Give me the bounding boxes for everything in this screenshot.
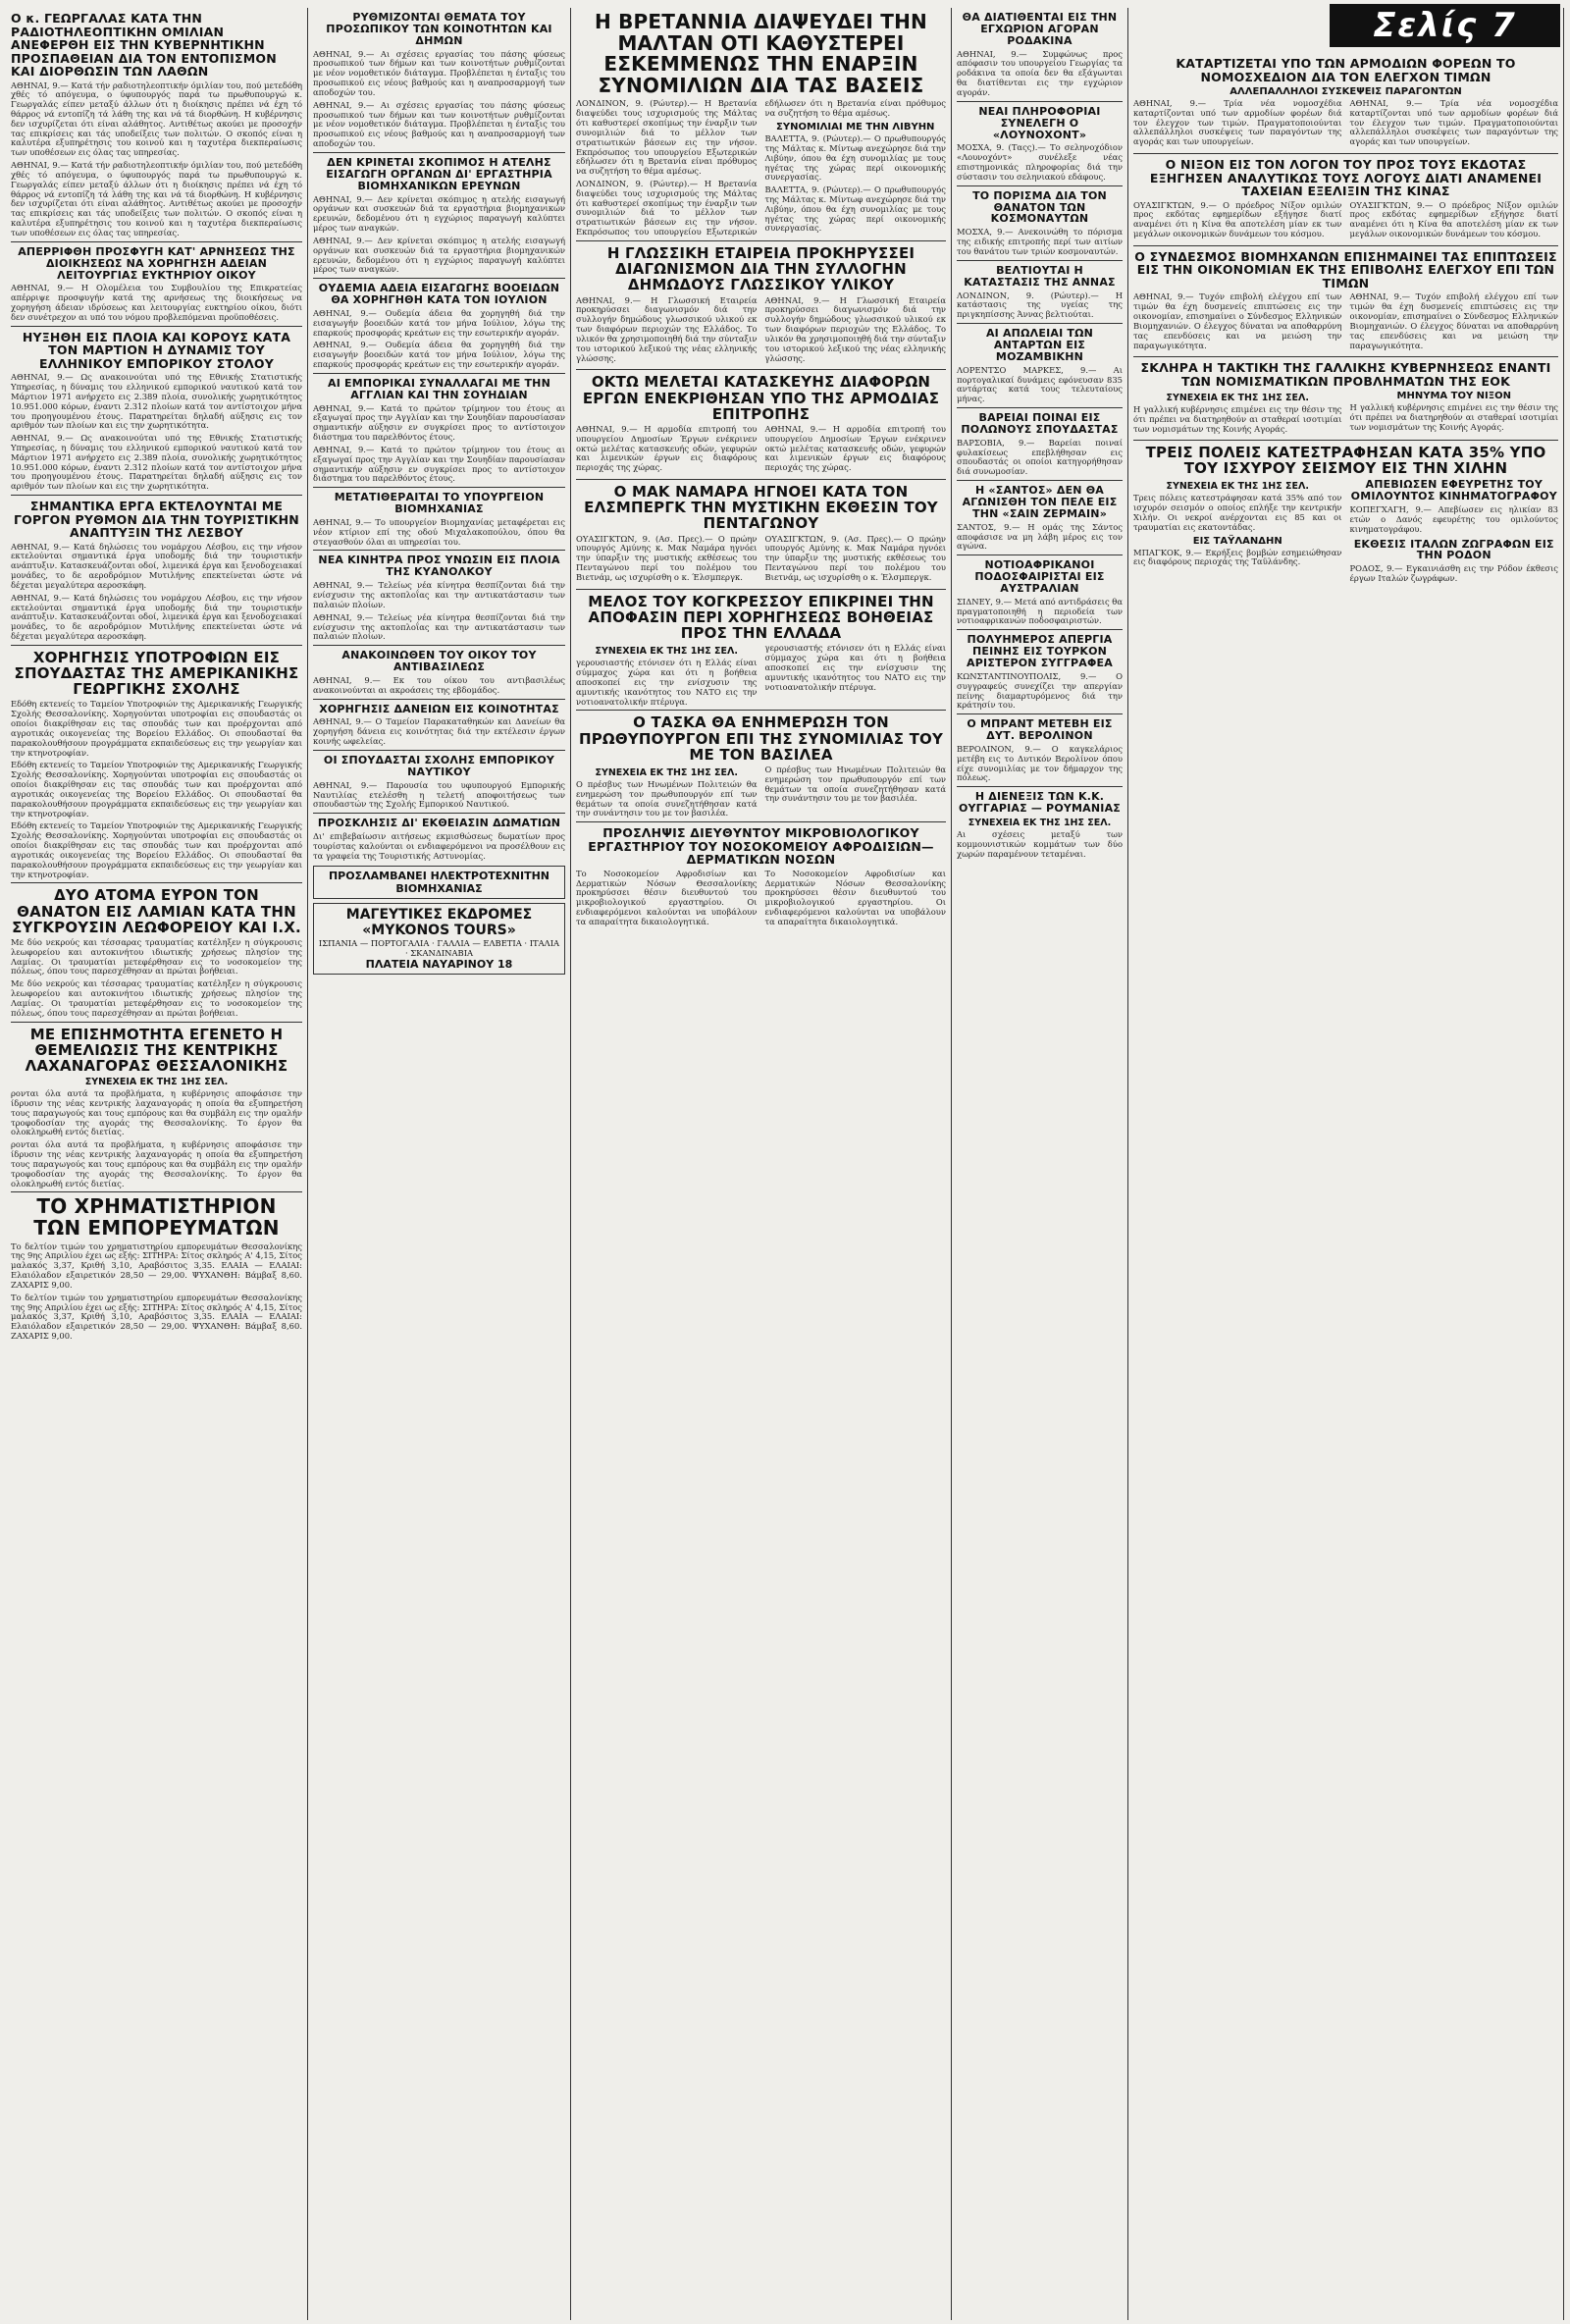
- advertisement-box: [313, 903, 565, 975]
- article-body: ΑΘΗΝΑΙ, 9.— Κατά τήν ραδιοτηλεοπτικήν όμιλίαν του, πού μετεδόθη χθές τό απόγευμα, ο ύφυπουργός παρά τω πρωθυπουργώ κ. Γεωργαλάς είπεν μεταξύ άλλων ότι η διοίκησις πρέπει νά έχη τό θάρρος νά εντοπίζη τά λάθη της και νά τά διορθώνη. Η κυβέρνησις δεν ισχυρίζεται ότι είναι αλάθητος. Αντιθέτως ακούει με προσοχήν τας επικρίσεις και τάς υποδείξεις των πολιτών. Ο σκοπός είναι η καλυτέρα εξυπηρέτησις του κοινού και η ταχυτέρα διεκπεραίωσις των υποθέσεων εις όλας τας υπηρεσίας.: [11, 160, 302, 238]
- article-body: ΑΘΗΝΑΙ, 9.— Τελείως νέα κίνητρα θεσπίζονται διά την ενίσχυσιν της ακτοπλοΐας και την αντικατάστασιν των παλαιών πλοίων.: [313, 580, 565, 609]
- article-body: ΚΩΝΣΤΑΝΤΙΝΟΥΠΟΛΙΣ, 9.— Ο συγγραφεύς συνεχίζει την απεργίαν πείνης διαμαρτυρόμενος διά την κράτησίν του.: [957, 670, 1123, 711]
- article-body: ΜΟΣΧΑ, 9. (Ταςς).— Το σεληνοχόδιον «Λουνοχόντ» συνέλεξε νέας επιστημονικάς πληροφορίας διά την σύστασιν του σεληνιακού εδάφους.: [957, 142, 1123, 182]
- article-body: ΑΘΗΝΑΙ, 9.— Παρουσία του υφυπουργού Εμπορικής Ναυτιλίας ετελέσθη η τελετή αποφοιτήσεως των σπουδαστών της Σχολής Εμπορικού Ναυτικού.: [313, 779, 565, 810]
- headline: ΧΟΡΗΓΗΣΙΣ ΔΑΝΕΙΩΝ ΕΙΣ ΚΟΙΝΟΤΗΤΑΣ: [319, 702, 559, 715]
- article-body: ΑΘΗΝΑΙ, 9.— Τυχόν επιβολή ελέγχου επί των τιμών θα έχη δυσμενείς επιπτώσεις εις την οικονομίαν, επισημαίνει ο Σύνδεσμος Ελληνικών Βιομηχανιών. Ο έλεγχος δύναται να αποθαρρύνη τας επενδύσεις και να μειώση την παραγωγικότητα.: [1133, 291, 1342, 350]
- article-body: ΒΑΛΕΤΤΑ, 9. (Ρώυτερ).— Ο πρωθυπουργός της Μάλτας κ. Μίντωφ ανεχώρησε διά την Λιβύην, όπου θα έχη συνομιλίας με τους ηγέτας της χώρας περί οικονομικής συνεργασίας.: [764, 133, 946, 183]
- continuation-label: ΣΥΝΕΧΕΙΑ ΕΚ ΤΗΣ 1ΗΣ ΣΕΛ.: [1166, 393, 1309, 404]
- article-body: ΟΥΑΣΙΓΚΤΩΝ, 9.— Ο πρόεδρος Νίξον ομιλών προς εκδότας εφημερίδων εξήγησε διατί αναμένει ότι η Κίνα θα αποτελέση μίαν εκ των μεγάλων οικονομικών δυνάμεων του κόσμου.: [1349, 199, 1558, 239]
- headline: ΝΟΤΙΟΑΦΡΙΚΑΝΟΙ ΠΟΔΟΣΦΑΙΡΙΣΤΑΙ ΕΙΣ ΑΥΣΤΡΑΛΙΑΝ: [974, 558, 1105, 595]
- article-body: ΑΘΗΝΑΙ, 9.— Η αρμοδία επιτροπή του υπουργείου Δημοσίων Έργων ενέκρινεν οκτώ μελέτας κατασκευής οδών, γεφυρών και λιμενικών έργων εις διαφόρους περιοχάς της χώρας.: [764, 423, 946, 473]
- subheading: ΜΗΝΥΜΑ ΤΟΥ ΝΙΞΟΝ: [1396, 391, 1511, 402]
- column-3: [571, 8, 952, 2320]
- article-body: ΑΘΗΝΑΙ, 9.— Κατά δηλώσεις του νομάρχου Λέσβου, εις την νήσον εκτελούνται σημαντικά έργα υποδομής διά την τουριστικήν ανάπτυξιν. Κατασκευάζονται οδοί, λιμενικά έργα και ξενοδοχειακαί μονάδες, το δε αεροδρόμιον Μυτιλήνης επεκτείνεται ώστε νά δέχεται μεγαλύτερα αεροσκάφη.: [11, 541, 302, 590]
- article-body: ΛΟΡΕΝΤΣΟ ΜΑΡΚΕΣ, 9.— Αι πορτογαλικαί δυνάμεις εφόνευσαν 835 αντάρτας κατά τους τελευταίους μήνας.: [957, 364, 1123, 404]
- article-body: Η γαλλική κυβέρνησις επιμένει εις την θέσιν της ότι πρέπει να διατηρηθούν αι σταθεραί ισοτιμίαι των νομισμάτων της Κοινής Αγοράς.: [1349, 402, 1558, 433]
- column-5: [1128, 8, 1564, 2320]
- headline: ΣΗΜΑΝΤΙΚΑ ΕΡΓΑ ΕΚΤΕΛΟΥΝΤΑΙ ΜΕ ΓΟΡΓΟΝ ΡΥΘΜΟΝ ΔΙΑ ΤΗΝ ΤΟΥΡΙΣΤΙΚΗΝ ΑΝΑΠΤΥΞΙΝ ΤΗΣ ΛΕΣΒΟΥ: [14, 499, 299, 541]
- continuation-label: ΣΥΝΕΧΕΙΑ ΕΚ ΤΗΣ 1ΗΣ ΣΕΛ.: [595, 646, 738, 658]
- headline: ΔΥΟ ΑΤΟΜΑ ΕΥΡΟΝ ΤΟΝ ΘΑΝΑΤΟΝ ΕΙΣ ΛΑΜΙΑΝ ΚΑΤΑ ΤΗΝ ΣΥΓΚΡΟΥΣΙΝ ΛΕΩΦΟΡΕΙΟΥ ΚΑΙ Ι.Χ.: [12, 886, 301, 936]
- headline: Ο ΤΑΣΚΑ ΘΑ ΕΝΗΜΕΡΩΣΗ ΤΟΝ ΠΡΩΘΥΠΟΥΡΓΟΝ ΕΠΙ ΤΗΣ ΣΥΝΟΜΙΛΙΑΣ ΤΟΥ ΜΕ ΤΟΝ ΒΑΣΙΛΕΑ: [578, 713, 944, 764]
- ad-title: ΠΡΟΣΛΑΜΒΑΝΕΙ ΗΛΕΚΤΡΟΤΕΧΝΙΤΗΝ: [328, 869, 550, 882]
- ad-subtitle: ΒΙΟΜΗΧΑΝΙΑΣ: [395, 881, 483, 895]
- headline: ΠΟΛΥΗΜΕΡΟΣ ΑΠΕΡΓΙΑ ΠΕΙΝΗΣ ΕΙΣ ΤΟΥΡΚΟΝ ΑΡΙΣΤΕΡΟΝ ΣΥΓΓΡΑΦΕΑ: [967, 633, 1113, 670]
- article-body: ΑΘΗΝΑΙ, 9.— Η αρμοδία επιτροπή του υπουργείου Δημοσίων Έργων ενέκρινεν οκτώ μελέτας κατασκευής οδών, γεφυρών και λιμενικών έργων εις διαφόρους περιοχάς της χώρας.: [576, 423, 758, 473]
- article-body: ΑΘΗΝΑΙ, 9.— Κατά δηλώσεις του νομάρχου Λέσβου, εις την νήσον εκτελούνται σημαντικά έργα υποδομής διά την τουριστικήν ανάπτυξιν. Κατασκευάζονται οδοί, λιμενικά έργα και ξενοδοχειακαί μονάδες, το δε αεροδρόμιον Μυτιλήνης επεκτείνεται ώστε νά δέχεται μεγαλύτερα αεροσκάφη.: [11, 592, 302, 642]
- headline: ΜΕΛΟΣ ΤΟΥ ΚΟΓΚΡΕΣΣΟΥ ΕΠΙΚΡΙΝΕΙ ΤΗΝ ΑΠΟΦΑΣΙΝ ΠΕΡΙ ΧΟΡΗΓΗΣΕΩΣ ΒΟΗΘΕΙΑΣ ΠΡΟΣ ΤΗΝ ΕΛΛΑΔΑ: [588, 592, 934, 643]
- headline: Η ΔΙΕΝΕΞΙΣ ΤΩΝ Κ.Κ. ΟΥΓΓΑΡΙΑΣ — ΡΟΥΜΑΝΙΑΣ: [958, 790, 1122, 816]
- article-body: ΑΘΗΝΑΙ, 9.— Η Γλωσσική Εταιρεία προκηρύσσει διαγωνισμόν διά την συλλογήν δημώδους γλωσσικού υλικού εκ των διαφόρων περιοχών της Ελλάδος. Το υλικόν θα χρησιμοποιηθή διά την σύνταξιν του ιστορικού λεξικού της νέας ελληνικής γλώσσης.: [764, 294, 946, 363]
- column-2: [308, 8, 571, 2320]
- article-body: ΑΘΗΝΑΙ, 9.— Αι σχέσεις εργασίας του πάσης φύσεως προσωπικού των δήμων και των κοινοτήτων ρυθμίζονται με νέον νομοθετικόν διάταγμα. Προβλέπεται η ένταξις του προσωπικού εις νέους βαθμούς και η αναπροσαρμογή των αποδοχών του.: [313, 48, 565, 97]
- headline: Η ΒΡΕΤΑΝΝΙΑ ΔΙΑΨΕΥΔΕΙ ΤΗΝ ΜΑΛΤΑΝ ΟΤΙ ΚΑΘΥΣΤΕΡΕΙ ΕΣΚΕΜΜΕΝΩΣ ΤΗΝ ΕΝΑΡΞΙΝ ΣΥΝΟΜΙΛΙΩΝ ΔΙΑ ΤΑΣ ΒΑΣΕΙΣ: [595, 10, 927, 97]
- article-body: ΒΑΡΣΟΒΙΑ, 9.— Βαρείαι ποιναί φυλακίσεως επεβλήθησαν εις σπουδαστάς οι οποίοι κατηγορήθησαν διά συνωμοσίαν.: [957, 437, 1123, 477]
- article-body: ΒΑΛΕΤΤΑ, 9. (Ρώυτερ).— Ο πρωθυπουργός της Μάλτας κ. Μίντωφ ανεχώρησε διά την Λιβύην, όπου θα έχη συνομιλίας με τους ηγέτας της χώρας περί οικονομικής συνεργασίας.: [764, 185, 946, 234]
- article-body: ΑΘΗΝΑΙ, 9.— Τρία νέα νομοσχέδια καταρτίζονται υπό των αρμοδίων φορέων διά τον έλεγχον των τιμών. Πραγματοποιούνται αλλεπάλληλοι συσκέψεις των παραγόντων της αγοράς και των υπουργείων.: [1133, 98, 1342, 147]
- article-body: ΑΘΗΝΑΙ, 9.— Δεν κρίνεται σκόπιμος η ατελής εισαγωγή οργάνων και συσκευών διά τα εργαστήρια βιομηχανικών ερευνών, δεδομένου ότι η εγχώριος παραγωγή καλύπτει μέρος των αναγκών.: [313, 193, 565, 234]
- article-body: ΟΥΑΣΙΓΚΤΩΝ, 9. (Ασ. Πρες).— Ο πρώην υπουργός Αμύνης κ. Μακ Ναμάρα ηγνόει την ύπαρξιν της μυστικής εκθέσεως του Πενταγώνου περί του πολέμου του Βιετνάμ, ως ισχυρίσθη ο κ. Έλσμπεργκ.: [764, 533, 946, 582]
- headline: Η «ΣΑΝΤΟΣ» ΔΕΝ ΘΑ ΑΓΩΝΙΣΘΗ ΤΟΝ ΠΕΛΕ ΕΙΣ ΤΗΝ «ΣΑΙΝ ΖΕΡΜΑΙΝ»: [962, 484, 1118, 520]
- article-body: ΑΘΗΝΑΙ, 9.— Ο Ταμείον Παρακαταθηκών και Δανείων θα χορηγήση δάνεια εις κοινότητας διά την εκτέλεσιν έργων κοινής ωφελείας.: [313, 716, 565, 747]
- article-body: Ο πρέσβυς των Ηνωμένων Πολιτειών θα ενημερώση τον πρωθυπουργόν επί των θεμάτων τα οποία συνεζητήθησαν κατά την συνάντησιν του με τον βασιλέα.: [576, 779, 758, 819]
- article-body: ΑΘΗΝΑΙ, 9.— Συμφώνως προς απόφασιν του υπουργείου Γεωργίας τα ροδάκινα τα οποία δεν θα εξάγωνται θα διατίθενται εις την εγχώριον αγοράν.: [957, 48, 1123, 97]
- article-body: ΑΘΗΝΑΙ, 9.— Τυχόν επιβολή ελέγχου επί των τιμών θα έχη δυσμενείς επιπτώσεις εις την οικονομίαν, επισημαίνει ο Σύνδεσμος Ελληνικών Βιομηχανιών. Ο έλεγχος δύναται να αποθαρρύνη τας επενδύσεις και να μειώση την παραγωγικότητα.: [1349, 291, 1558, 350]
- article-body: Ο πρέσβυς των Ηνωμένων Πολιτειών θα ενημερώση τον πρωθυπουργόν επί των θεμάτων τα οποία συνεζητήθησαν κατά την συνάντησιν του με τον βασιλέα.: [764, 765, 946, 804]
- article-body: ΟΥΑΣΙΓΚΤΩΝ, 9.— Ο πρόεδρος Νίξον ομιλών προς εκδότας εφημερίδων εξήγησε διατί αναμένει ότι η Κίνα θα αποτελέση μίαν εκ των μεγάλων οικονομικών δυνάμεων του κόσμου.: [1133, 199, 1342, 239]
- article-body: ΑΘΗΝΑΙ, 9.— Η Γλωσσική Εταιρεία προκηρύσσει διαγωνισμόν διά την συλλογήν δημώδους γλωσσικού υλικού εκ των διαφόρων περιοχών της Ελλάδος. Το υλικόν θα χρησιμοποιηθή διά την σύνταξιν του ιστορικού λεξικού της νέας ελληνικής γλώσσης.: [576, 294, 758, 363]
- headline: ΠΡΟΣΚΛΗΣΙΣ ΔΙ' ΕΚΘΕΙΑΣΙΝ ΔΩΜΑΤΙΩΝ: [317, 817, 561, 830]
- ad-title: ΜΑΓΕΥΤΙΚΕΣ ΕΚΔΡΟΜΕΣ: [345, 906, 533, 923]
- headline: ΕΚΘΕΣΙΣ ΙΤΑΛΩΝ ΖΩΓΡΑΦΩΝ ΕΙΣ ΤΗΝ ΡΟΔΟΝ: [1353, 537, 1554, 562]
- headline: ΤΡΕΙΣ ΠΟΛΕΙΣ ΚΑΤΕΣΤΡΑΦΗΣΑΝ ΚΑΤΑ 35% ΥΠΟ ΤΟΥ ΙΣΧΥΡΟΥ ΣΕΙΣΜΟΥ ΕΙΣ ΤΗΝ ΧΙΛΗΝ: [1145, 443, 1546, 478]
- article-body: ΜΟΣΧΑ, 9.— Ανεκοινώθη το πόρισμα της ειδικής επιτροπής περί των αιτίων του θανάτου των τριών κοσμοναυτών.: [957, 227, 1123, 256]
- article-body: Το Νοσοκομείον Αφροδισίων και Δερματικών Νόσων Θεσσαλονίκης προκηρύσσει θέσιν διευθυντού του μικροβιολογικού εργαστηρίου. Οι ενδιαφερόμενοι καλούνται να υποβάλουν τα απαραίτητα δικαιολογητικά.: [576, 868, 758, 926]
- continuation-label: ΣΥΝΕΧΕΙΑ ΕΚ ΤΗΣ 1ΗΣ ΣΕΛ.: [1166, 481, 1309, 493]
- headline: ΘΑ ΔΙΑΤΙΘΕΝΤΑΙ ΕΙΣ ΤΗΝ ΕΓΧΩΡΙΟΝ ΑΓΟΡΑΝ ΡΟΔΑΚΙΝΑ: [962, 11, 1118, 47]
- article-body: ΒΕΡΟΛΙΝΟΝ, 9.— Ο καγκελάριος μετέβη εις το Δυτικόν Βερολίνον όπου είχε συνομιλίας με τον δήμαρχον της πόλεως.: [957, 743, 1123, 783]
- article-body: Το δελτίον τιμών του χρηματιστηρίου εμπορευμάτων Θεσσαλονίκης της 9ης Απριλίου έχει ως εξής: ΣΙΤΗΡΑ: Σίτος σκληρός Α' 4,15, Σίτος μαλακός 3,37, Κριθή 3,10, Αραβόσιτος 3,35. ΕΛΑΙΑ — ΕΛΑΙΑΙ: Ελαιόλαδον εξαιρετικόν 28,50 — 29,00. ΨΥΧΑΝΘΗ: Βάμβαξ 8,60. ΖΑΧΑΡΙΣ 9,00.: [11, 1292, 302, 1342]
- headline: ΟΥΔΕΜΙΑ ΑΔΕΙΑ ΕΙΣΑΓΩΓΗΣ ΒΟΟΕΙΔΩΝ ΘΑ ΧΟΡΗΓΗΘΗ ΚΑΤΑ ΤΟΝ ΙΟΥΛΙΟΝ: [318, 282, 560, 307]
- article-body: Τρεις πόλεις κατεστράφησαν κατά 35% από τον ισχυρόν σεισμόν ο οποίος επλήξε την κεντρικήν Χιλήν. Οι νεκροί ανέρχονται εις 85 και οι τραυματίαι εις εκατοντάδας.: [1133, 493, 1342, 532]
- article-body: Εδόθη εκτενείς το Ταμείον Υποτροφιών της Αμερικανικής Γεωργικής Σχολής Θεσσαλονίκης. Χορηγούνται υποτροφίαι εις σπουδαστάς οι οποίοι διακρίθησαν εις τας σπουδάς των και προέρχονται από αγροτικάς οικογενείας της Βορείου Ελλάδος. Οι σπουδασταί θα παρακολουθήσουν προγράμματα εκπαιδεύσεως εις την γεωργίαν και την κτηνοτροφίαν.: [11, 699, 302, 758]
- headline: ΗΥΞΗΘΗ ΕΙΣ ΠΛΟΙΑ ΚΑΙ ΚΟΡΟΥΣ ΚΑΤΑ ΤΟΝ ΜΑΡΤΙΟΝ Η ΔΥΝΑΜΙΣ ΤΟΥ ΕΛΛΗΝΙΚΟΥ ΕΜΠΟΡΙΚΟΥ ΣΤΟΛΟΥ: [22, 329, 291, 371]
- article-body: ΑΘΗΝΑΙ, 9.— Κατά το πρώτον τρίμηνον του έτους αι εξαγωγαί προς την Αγγλίαν και την Σουηδίαν παρουσίασαν σημαντικήν αύξησιν εν συγκρίσει προς το αντίστοιχον διάστημα του παρελθόντος έτους.: [313, 402, 565, 443]
- subheading: ΣΥΝΟΜΙΛΙΑΙ ΜΕ ΤΗΝ ΛΙΒΥΗΝ: [776, 122, 935, 133]
- headline: ΑΝΑΚΟΙΝΩΘΕΝ ΤΟΥ ΟΙΚΟΥ ΤΟΥ ΑΝΤΙΒΑΣΙΛΕΩΣ: [341, 649, 537, 674]
- headline: Ο ΜΑΚ ΝΑΜΑΡΑ ΗΓΝΟΕΙ ΚΑΤΑ ΤΟΝ ΕΛΣΜΠΕΡΓΚ ΤΗΝ ΜΥΣΤΙΚΗΝ ΕΚΘΕΣΙΝ ΤΟΥ ΠΕΝΤΑΓΩΝΟΥ: [584, 483, 938, 533]
- article-body: ΑΘΗΝΑΙ, 9.— Το υπουργείον Βιομηχανίας μεταφέρεται εις νέον κτίριον επί της οδού Μιχαλακοπούλου, όπου θα στεγασθούν όλαι αι υπηρεσίαι του.: [313, 517, 565, 547]
- article-body: ΑΘΗΝΑΙ, 9.— Η Ολομέλεια του Συμβουλίου της Επικρατείας απέρριψε προσφυγήν κατά της αρνήσεως της διοικήσεως να χορηγήση άδειαν ιδρύσεως και λειτουργίας ευκτηρίου οίκου, διότι δεν συνέτρεχον αι υπό του νόμου προβλεπόμεναι προϋποθέσεις.: [11, 283, 302, 322]
- continuation-label: ΣΥΝΕΧΕΙΑ ΕΚ ΤΗΣ 1ΗΣ ΣΕΛ.: [595, 767, 738, 778]
- article-body: ΑΘΗΝΑΙ, 9.— Αι σχέσεις εργασίας του πάσης φύσεως προσωπικού των δήμων και των κοινοτήτων ρυθμίζονται με νέον νομοθετικόν διάταγμα. Προβλέπεται η ένταξις του προσωπικού εις νέους βαθμούς και η αναπροσαρμογή των αποδοχών του.: [313, 99, 565, 149]
- headline: ΡΥΘΜΙΖΟΝΤΑΙ ΘΕΜΑΤΑ ΤΟΥ ΠΡΟΣΩΠΙΚΟΥ ΤΩΝ ΚΟΙΝΟΤΗΤΩΝ ΚΑΙ ΔΗΜΩΝ: [326, 11, 552, 47]
- article-body: ΑΘΗΝΑΙ, 9.— Εκ του οίκου του αντιβασιλέως ανακοινούνται αι ακροάσεις της εβδομάδος.: [313, 674, 565, 695]
- article-body: γερουσιαστής ετόνισεν ότι η Ελλάς είναι σύμμαχος χώρα και ότι η βοήθεια αποσκοπεί εις την ενίσχυσιν της αμυντικής ικανότητος του ΝΑΤΟ εις την νοτιοανατολικήν πτέρυγα.: [764, 643, 946, 692]
- article-body: ΜΠΑΓΚΟΚ, 9.— Εκρήξεις βομβών εσημειώθησαν εις διαφόρους περιοχάς της Ταϋλάνδης.: [1133, 547, 1342, 567]
- ad-address: ΠΛΑΤΕΙΑ ΝΑΥΑΡΙΝΟΥ 18: [365, 957, 513, 971]
- article-body: Το δελτίον τιμών του χρηματιστηρίου εμπορευμάτων Θεσσαλονίκης της 9ης Απριλίου έχει ως εξής: ΣΙΤΗΡΑ: Σίτος σκληρός Α' 4,15, Σίτος μαλακός 3,37, Κριθή 3,10, Αραβόσιτος 3,35. ΕΛΑΙΑ — ΕΛΑΙΑΙ: Ελαιόλαδον εξαιρετικόν 28,50 — 29,00. ΨΥΧΑΝΘΗ: Βάμβαξ 8,60. ΖΑΧΑΡΙΣ 9,00.: [11, 1241, 302, 1290]
- headline: ΟΙ ΣΠΟΥΔΑΣΤΑΙ ΣΧΟΛΗΣ ΕΜΠΟΡΙΚΟΥ ΝΑΥΤΙΚΟΥ: [323, 753, 555, 778]
- page-number-masthead: Σελίς 7: [1330, 4, 1560, 47]
- headline: ΚΑΤΑΡΤΙΖΕΤΑΙ ΥΠΟ ΤΩΝ ΑΡΜΟΔΙΩΝ ΦΟΡΕΩΝ ΤΟ ΝΟΜΟΣΧΕΔΙΟΝ ΔΙΑ ΤΟΝ ΕΛΕΓΧΟΝ ΤΙΜΩΝ: [1176, 56, 1516, 84]
- article-body: ΑΘΗΝΑΙ, 9.— Δεν κρίνεται σκόπιμος η ατελής εισαγωγή οργάνων και συσκευών διά τα εργαστήρια βιομηχανικών ερευνών, δεδομένου ότι η εγχώριος παραγωγή καλύπτει μέρος των αναγκών.: [313, 235, 565, 275]
- article-body: ΡΟΔΟΣ, 9.— Εγκαινιάσθη εις την Ρόδον έκθεσις έργων Ιταλών ζωγράφων.: [1349, 563, 1558, 584]
- headline: ΒΑΡΕΙΑΙ ΠΟΙΝΑΙ ΕΙΣ ΠΟΛΩΝΟΥΣ ΣΠΟΥΔΑΣΤΑΣ: [961, 410, 1119, 436]
- article-body: Εδόθη εκτενείς το Ταμείον Υποτροφιών της Αμερικανικής Γεωργικής Σχολής Θεσσαλονίκης. Χορηγούνται υποτροφίαι εις σπουδαστάς οι οποίοι διακρίθησαν εις τας σπουδάς των και προέρχονται από αγροτικάς οικογενείας της Βορείου Ελλάδος. Οι σπουδασταί θα παρακολουθήσουν προγράμματα εκπαιδεύσεως εις την γεωργίαν και την κτηνοτροφίαν.: [11, 820, 302, 879]
- headline: ΑΠΕΡΡΙΦΘΗ ΠΡΟΣΦΥΓΗ ΚΑΤ' ΑΡΝΗΣΕΩΣ ΤΗΣ ΔΙΟΙΚΗΣΕΩΣ ΝΑ ΧΟΡΗΓΗΣΗ ΑΔΕΙΑΝ ΛΕΙΤΟΥΡΓΙΑΣ ΕΥΚΤΗΡΙΟΥ ΟΙΚΟΥ: [18, 244, 295, 282]
- headline: ΑΠΕΒΙΩΣΕΝ ΕΦΕΥΡΕΤΗΣ ΤΟΥ ΟΜΙΛΟΥΝΤΟΣ ΚΙΝΗΜΑΤΟΓΡΑΦΟΥ: [1350, 478, 1557, 503]
- headline: ΝΕΑΙ ΠΛΗΡΟΦΟΡΙΑΙ ΣΥΝΕΛΕΓΗ Ο «ΛΟΥΝΟΧΟΝΤ»: [978, 104, 1101, 141]
- headline: Η ΓΛΩΣΣΙΚΗ ΕΤΑΙΡΕΙΑ ΠΡΟΚΗΡΥΣΣΕΙ ΔΙΑΓΩΝΙΣΜΟΝ ΔΙΑ ΤΗΝ ΣΥΛΛΟΓΗΝ ΔΗΜΩΔΟΥΣ ΓΛΩΣΣΙΚΟΥ ΥΛΙΚΟΥ: [606, 243, 916, 294]
- headline: ΜΕΤΑΤΙΘΕΡΑΙΤΑΙ ΤΟ ΥΠΟΥΡΓΕΙΟΝ ΒΙΟΜΗΧΑΝΙΑΣ: [334, 491, 545, 516]
- article-body: ΚΟΠΕΓΧΑΓΗ, 9.— Απεβίωσεν εις ηλικίαν 83 ετών ο Δανός εφευρέτης του ομιλούντος κινηματογράφου.: [1349, 504, 1558, 534]
- article-body: ΟΥΑΣΙΓΚΤΩΝ, 9. (Ασ. Πρες).— Ο πρώην υπουργός Αμύνης κ. Μακ Ναμάρα ηγνόει την ύπαρξιν της μυστικής εκθέσεως του Πενταγώνου περί του πολέμου του Βιετνάμ, ως ισχυρίσθη ο κ. Έλσμπεργκ.: [576, 533, 758, 582]
- article-body: ρονται όλα αυτά τα προβλήματα, η κυβέρνησις αποφάσισε την ίδρυσιν της νέας κεντρικής λαχαναγοράς η οποία θα εξυπηρετήση τους παραγωγούς και τους εμπόρους και θα συμβάλη εις την ομαλήν τροφοδοσίαν της αγοράς της Θεσσαλονίκης. Το έργον θα ολοκληρωθή εντός διετίας.: [11, 1088, 302, 1137]
- headline: ΔΕΝ ΚΡΙΝΕΤΑΙ ΣΚΟΠΙΜΟΣ Η ΑΤΕΛΗΣ ΕΙΣΑΓΩΓΗ ΟΡΓΑΝΩΝ ΔΙ' ΕΡΓΑΣΤΗΡΙΑ ΒΙΟΜΗΧΑΝΙΚΩΝ ΕΡΕΥΝΩΝ: [326, 155, 552, 192]
- article-body: ΑΘΗΝΑΙ, 9.— Τρία νέα νομοσχέδια καταρτίζονται υπό των αρμοδίων φορέων διά τον έλεγχον των τιμών. Πραγματοποιούνται αλλεπάλληλοι συσκέψεις των παραγόντων της αγοράς και των υπουργείων.: [1349, 98, 1558, 147]
- article-body: ΑΘΗΝΑΙ, 9.— Κατά το πρώτον τρίμηνον του έτους αι εξαγωγαί προς την Αγγλίαν και την Σουηδίαν παρουσίασαν σημαντικήν αύξησιν εν συγκρίσει προς το αντίστοιχον διάστημα του παρελθόντος έτους.: [313, 444, 565, 484]
- article-body: Με δύο νεκρούς και τέσσαρας τραυματίας κατέληξεν η σύγκρουσις λεωφορείου και αυτοκινήτου ιδιωτικής χρήσεως πλησίον της Λαμίας. Οι τραυματίαι μετεφέρθησαν εις το νοσοκομείον της πόλεως, όπου τους παρεσχέθησαν αι πρώται βοήθειαι.: [11, 936, 302, 977]
- article-body: Εδόθη εκτενείς το Ταμείον Υποτροφιών της Αμερικανικής Γεωργικής Σχολής Θεσσαλονίκης. Χορηγούνται υποτροφίαι εις σπουδαστάς οι οποίοι διακρίθησαν εις τας σπουδάς των και προέρχονται από αγροτικάς οικογενείας της Βορείου Ελλάδος. Οι σπουδασταί θα παρακολουθήσουν προγράμματα εκπαιδεύσεως εις την γεωργίαν και την κτηνοτροφίαν.: [11, 760, 302, 819]
- headline: ΤΟ ΧΡΗΜΑΤΙΣΤΗΡΙΟΝ ΤΩΝ ΕΜΠΟΡΕΥΜΑΤΩΝ: [33, 1194, 280, 1240]
- headline: ΣΚΛΗΡΑ Η ΤΑΚΤΙΚΗ ΤΗΣ ΓΑΛΛΙΚΗΣ ΚΥΒΕΡΝΗΣΕΩΣ ΕΝΑΝΤΙ ΤΩΝ ΝΟΜΙΣΜΑΤΙΚΩΝ ΠΡΟΒΛΗΜΑΤΩΝ ΤΗΣ ΕΟΚ: [1140, 360, 1551, 389]
- article-body: Αι σχέσεις μεταξύ των κομμουνιστικών κομμάτων των δύο χωρών παραμένουν τεταμέναι.: [957, 829, 1123, 859]
- article-body: ΛΟΝΔΙΝΟΝ, 9. (Ρώυτερ).— Η κατάστασις της υγείας της πριγκηπίσσης Άννας βελτιούται.: [957, 290, 1123, 320]
- article-body: Το Νοσοκομείον Αφροδισίων και Δερματικών Νόσων Θεσσαλονίκης προκηρύσσει θέσιν διευθυντού του μικροβιολογικού εργαστηρίου. Οι ενδιαφερόμενοι καλούνται να υποβάλουν τα απαραίτητα δικαιολογητικά.: [764, 868, 946, 926]
- ad-destinations: ΙΣΠΑΝΙΑ — ΠΟΡΤΟΓΑΛΙΑ · ΓΑΛΛΙΑ — ΕΛΒΕΤΙΑ · ΙΤΑΛΙΑ · ΣΚΑΝΔΙΝΑΒΙΑ: [318, 937, 560, 958]
- continuation-label: ΣΥΝΕΧΕΙΑ ΕΚ ΤΗΣ 1ΗΣ ΣΕΛ.: [84, 1077, 229, 1088]
- article-body: Δι' επιβεβαίωσιν αιτήσεως εκμισθώσεως δωματίων προς τουρίστας καλούνται οι ενδιαφερόμενοι να προσέλθουν εις τα γραφεία της Τουριστικής Αστυνομίας.: [313, 831, 565, 861]
- headline: ΑΙ ΑΠΩΛΕΙΑΙ ΤΩΝ ΑΝΤΑΡΤΩΝ ΕΙΣ ΜΟΖΑΜΒΙΚΗΝ: [985, 327, 1094, 363]
- article-body: γερουσιαστής ετόνισεν ότι η Ελλάς είναι σύμμαχος χώρα και ότι η βοήθεια αποσκοπεί εις την ενίσχυσιν της αμυντικής ικανότητος του ΝΑΤΟ εις την νοτιοανατολικήν πτέρυγα.: [576, 658, 758, 707]
- headline: Ο ΝΙΞΟΝ ΕΙΣ ΤΟΝ ΛΟΓΟΝ ΤΟΥ ΠΡΟΣ ΤΟΥΣ ΕΚΔΟΤΑΣ ΕΞΗΓΗΣΕΝ ΑΝΑΛΥΤΙΚΩΣ ΤΟΥΣ ΛΟΓΟΥΣ ΔΙΑΤΙ ΑΝΑΜΕΝΕΙ ΤΑΧΕΙΑΝ ΕΞΕΛΙΞΙΝ ΤΗΣ ΚΙΝΑΣ: [1149, 157, 1543, 199]
- article-body: ΑΘΗΝΑΙ, 9.— Ως ανακοινούται υπό της Εθνικής Στατιστικής Υπηρεσίας, η δύναμις του ελληνικού εμπορικού ναυτικού κατά τον Μάρτιον 1971 ανήρχετο εις 2.389 πλοία, συνολικής χωρητικότητος 10.951.000 κόρων, έναντι 2.312 πλοίων κατά τον αντίστοιχον μήνα του προηγουμένου έτους. Παρατηρείται δηλαδή αύξησις εις τον αριθμόν των πλοίων και εις την χωρητικότητα.: [11, 433, 302, 492]
- ad-brand: «MYKONOS TOURS»: [362, 922, 516, 938]
- headline: ΒΕΛΤΙΟΥΤΑΙ Η ΚΑΤΑΣΤΑΣΙΣ ΤΗΣ ΑΝΝΑΣ: [964, 263, 1116, 289]
- headline: ΟΚΤΩ ΜΕΛΕΤΑΙ ΚΑΤΑΣΚΕΥΗΣ ΔΙΑΦΟΡΩΝ ΕΡΓΩΝ ΕΝΕΚΡΙΘΗΣΑΝ ΥΠΟ ΤΗΣ ΑΡΜΟΔΙΑΣ ΕΠΙΤΡΟΠΗΣ: [582, 373, 940, 423]
- column-1: [6, 8, 308, 2320]
- column-4: [952, 8, 1128, 2320]
- article-body: ΣΙΔΝΕΥ, 9.— Μετά από αντιδράσεις θα πραγματοποιηθή η περιοδεία των νοτιοαφρικανών ποδοσφαιριστών.: [957, 596, 1124, 626]
- article-body: ΑΘΗΝΑΙ, 9.— Ουδεμία άδεια θα χορηγηθή διά την εισαγωγήν βοοειδών κατά τον μήνα Ιούλιον, λόγω της επαρκούς προσφοράς κρεάτων εις την εσωτερικήν αγοράν.: [313, 307, 565, 338]
- article-body: ΛΟΝΔΙΝΟΝ, 9. (Ρώυτερ).— Η Βρετανία διαψεύδει τους ισχυρισμούς της Μάλτας ότι καθυστερεί σκοπίμως την έναρξιν των συνομιλιών διά το μέλλον των στρατιωτικών βάσεων εις την νήσον. Εκπρόσωπος του υπουργείου Εξωτερικών εδήλωσεν ότι η Βρετανία είναι πρόθυμος να συζητήση το θέμα αμέσως.: [576, 98, 758, 177]
- headline: ΝΕΑ ΚΙΝΗΤΡΑ ΠΡΟΣ ΥΝΩΣΙΝ ΕΙΣ ΠΛΟΙΑ ΤΗΣ ΚΥΑΝΟΛΚΟΥ: [318, 554, 560, 579]
- article-body: Η γαλλική κυβέρνησις επιμένει εις την θέσιν της ότι πρέπει να διατηρηθούν αι σταθεραί ισοτιμίαι των νομισμάτων της Κοινής Αγοράς.: [1133, 404, 1342, 435]
- headline: Ο κ. ΓΕΩΡΓΑΛΑΣ ΚΑΤΑ ΤΗΝ ΡΑΔΙΟΤΗΛΕΟΠΤΙΚΗΝ ΟΜΙΛΙΑΝ ΑΝΕΦΕΡΘΗ ΕΙΣ ΤΗΝ ΚΥΒΕΡΝΗΤΙΚΗΝ ΠΡΟΣΠΑΘΕΙΑΝ ΔΙΑ ΤΟΝ ΕΝΤΟΠΙΣΜΟΝ ΚΑΙ ΔΙΟΡΘΩΣΙΝ ΤΩΝ ΛΑΘΩΝ: [11, 11, 277, 79]
- headline: Ο ΣΥΝΔΕΣΜΟΣ ΒΙΟΜΗΧΑΝΩΝ ΕΠΙΣΗΜΑΙΝΕΙ ΤΑΣ ΕΠΙΠΤΩΣΕΙΣ ΕΙΣ ΤΗΝ ΟΙΚΟΝΟΜΙΑΝ ΕΚ ΤΗΣ ΕΠΙΒΟΛΗΣ ΕΛΕΓΧΟΥ ΕΠΙ ΤΩΝ ΤΙΜΩΝ: [1134, 248, 1557, 290]
- headline: ΠΡΟΣΛΗΨΙΣ ΔΙΕΥΘΥΝΤΟΥ ΜΙΚΡΟΒΙΟΛΟΓΙΚΟΥ ΕΡΓΑΣΤΗΡΙΟΥ ΤΟΥ ΝΟΣΟΚΟΜΕΙΟΥ ΑΦΡΟΔΙΣΙΩΝ—ΔΕΡΜΑΤΙΚΩΝ ΝΟΣΩΝ: [588, 825, 934, 868]
- subheading: ΑΛΛΕΠΑΛΛΗΛΟΙ ΣΥΣΚΕΨΕΙΣ ΠΑΡΑΓΟΝΤΩΝ: [1230, 86, 1462, 97]
- subheading: ΕΙΣ ΤΑΫΛΑΝΔΗΝ: [1192, 535, 1282, 547]
- advertisement-box: [313, 866, 565, 899]
- article-body: ΛΟΝΔΙΝΟΝ, 9. (Ρώυτερ).— Η Βρετανία διαψεύδει τους ισχυρισμούς της Μάλτας ότι καθυστερεί σκοπίμως την έναρξιν των συνομιλιών διά το μέλλον των στρατιωτικών βάσεων εις την νήσον. Εκπρόσωπος του υπουργείου Εξωτερικών εδήλωσεν ότι η Βρετανία είναι πρόθυμος να συζητήση το θέμα αμέσως.: [576, 98, 946, 238]
- article-body: ΑΘΗΝΑΙ, 9.— Ως ανακοινούται υπό της Εθνικής Στατιστικής Υπηρεσίας, η δύναμις του ελληνικού εμπορικού ναυτικού κατά τον Μάρτιον 1971 ανήρχετο εις 2.389 πλοία, συνολικής χωρητικότητος 10.951.000 κόρων, έναντι 2.312 πλοίων κατά τον αντίστοιχον μήνα του προηγουμένου έτους. Παρατηρείται δηλαδή αύξησις εις τον αριθμόν των πλοίων και εις την χωρητικότητα.: [11, 372, 302, 431]
- continuation-label: ΣΥΝΕΧΕΙΑ ΕΚ ΤΗΣ 1ΗΣ ΣΕΛ.: [968, 818, 1112, 829]
- article-body: ΑΘΗΝΑΙ, 9.— Κατά τήν ραδιοτηλεοπτικήν όμιλίαν του, πού μετεδόθη χθές τό απόγευμα, ο ύφυπουργός παρά τω πρωθυπουργώ κ. Γεωργαλάς είπεν μεταξύ άλλων ότι η διοίκησις πρέπει νά έχη τό θάρρος νά εντοπίζη τά λάθη της και νά τά διορθώνη. Η κυβέρνησις δεν ισχυρίζεται ότι είναι αλάθητος. Αντιθέτως ακούει με προσοχήν τας επικρίσεις και τάς υποδείξεις των πολιτών. Ο σκοπός είναι η καλυτέρα εξυπηρέτησις του κοινού και η ταχυτέρα διεκπεραίωσις των υποθέσεων εις όλας τας υπηρεσίας.: [11, 79, 302, 158]
- article-body: ΣΑΝΤΟΣ, 9.— Η ομάς της Σάντος αποφάσισε να μη λάβη μέρος εις τον αγώνα.: [957, 521, 1123, 552]
- headline: ΤΟ ΠΟΡΙΣΜΑ ΔΙΑ ΤΟΝ ΘΑΝΑΤΟΝ ΤΩΝ ΚΟΣΜΟΝΑΥΤΩΝ: [972, 188, 1107, 226]
- headline: ΜΕ ΕΠΙΣΗΜΟΤΗΤΑ ΕΓΕΝΕΤΟ Η ΘΕΜΕΛΙΩΣΙΣ ΤΗΣ ΚΕΝΤΡΙΚΗΣ ΛΑΧΑΝΑΓΟΡΑΣ ΘΕΣΣΑΛΟΝΙΚΗΣ: [25, 1025, 288, 1075]
- headline: Ο ΜΠΡΑΝΤ ΜΕΤΕΒΗ ΕΙΣ ΔΥΤ. ΒΕΡΟΛΙΝΟΝ: [967, 717, 1113, 743]
- article-body: ΑΘΗΝΑΙ, 9.— Τελείως νέα κίνητρα θεσπίζονται διά την ενίσχυσιν της ακτοπλοΐας και την αντικατάστασιν των παλαιών πλοίων.: [313, 611, 565, 642]
- headline: ΧΟΡΗΓΗΣΙΣ ΥΠΟΤΡΟΦΙΩΝ ΕΙΣ ΣΠΟΥΔΑΣΤΑΣ ΤΗΣ ΑΜΕΡΙΚΑΝΙΚΗΣ ΓΕΩΡΓΙΚΗΣ ΣΧΟΛΗΣ: [14, 648, 299, 699]
- article-body: ρονται όλα αυτά τα προβλήματα, η κυβέρνησις αποφάσισε την ίδρυσιν της νέας κεντρικής λαχαναγοράς η οποία θα εξυπηρετήση τους παραγωγούς και τους εμπόρους και θα συμβάλη εις την ομαλήν τροφοδοσίαν της αγοράς της Θεσσαλονίκης. Το έργον θα ολοκληρωθή εντός διετίας.: [11, 1139, 302, 1188]
- article-body: ΑΘΗΝΑΙ, 9.— Ουδεμία άδεια θα χορηγηθή διά την εισαγωγήν βοοειδών κατά τον μήνα Ιούλιον, λόγω της επαρκούς προσφοράς κρεάτων εις την εσωτερικήν αγοράν.: [313, 340, 565, 370]
- headline: ΑΙ ΕΜΠΟΡΙΚΑΙ ΣΥΝΑΛΛΑΓΑΙ ΜΕ ΤΗΝ ΑΓΓΛΙΑΝ ΚΑΙ ΤΗΝ ΣΟΥΗΔΙΑΝ: [328, 376, 550, 401]
- article-body: Με δύο νεκρούς και τέσσαρας τραυματίας κατέληξεν η σύγκρουσις λεωφορείου και αυτοκινήτου ιδιωτικής χρήσεως πλησίον της Λαμίας. Οι τραυματίαι μετεφέρθησαν εις το νοσοκομείον της πόλεως, όπου τους παρεσχέθησαν αι πρώται βοήθειαι.: [11, 978, 302, 1018]
